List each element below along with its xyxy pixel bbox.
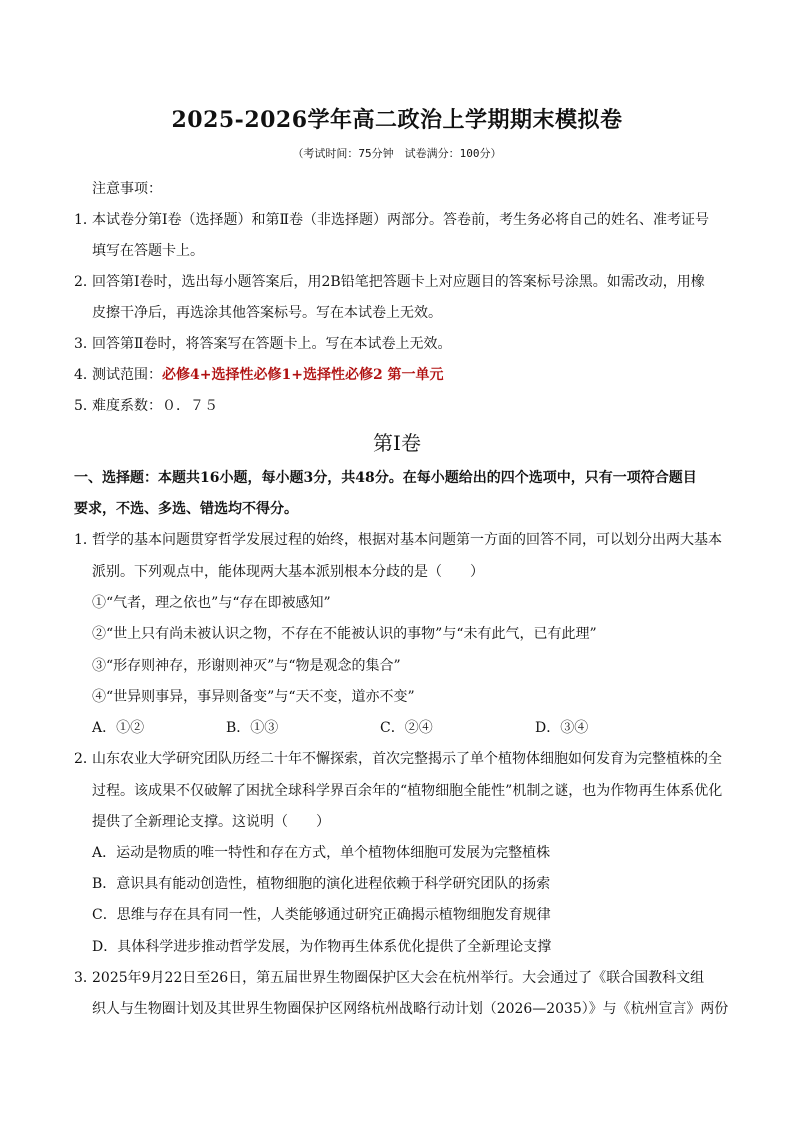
question-stem: 提供了全新理论支撑。这说明（ ） (92, 814, 330, 830)
question-stem: 织人与生物圈计划及其世界生物圈保护区网络杭州战略行动计划（2026—2035）》与《杭州宣言》两份 (92, 1001, 729, 1017)
statement-3: ③“形存则神存，形谢则神灭”与“物是观念的集合” (92, 658, 401, 674)
difficulty-text: 难度系数：０．７５ (92, 398, 218, 414)
statement-1: ①“气者，理之依也”与“存在即被感知” (92, 595, 331, 611)
notice-text: 填写在答题卡上。 (92, 243, 204, 259)
exam-info-subtitle: （考试时间：75分钟 试卷满分：100分） (292, 147, 502, 160)
notice-number-5: 5． (74, 398, 97, 414)
notice-text: 皮擦干净后，再选涂其他答案标号。写在本试卷上无效。 (92, 305, 442, 321)
notice-text: 本试卷分第Ⅰ卷（选择题）和第Ⅱ卷（非选择题）两部分。答卷前，考生务必将自己的姓名、准考证号 (92, 212, 710, 228)
question-number-2: 2． (74, 751, 97, 767)
notice-number-4: 4． (74, 367, 97, 383)
option-a[interactable]: A．①② (92, 720, 145, 736)
question-stem: 2025年9月22日至26日，第五届世界生物圈保护区大会在杭州举行。大会通过了《联合国教科文组 (92, 970, 705, 986)
statement-2: ②“世上只有尚未被认识之物，不存在不能被认识的事物”与“未有此气，已有此理” (92, 626, 597, 642)
page-title: 2025-2026学年高二政治上学期期末模拟卷 (171, 107, 623, 133)
question-stem: 山东农业大学研究团队历经二十年不懈探索，首次完整揭示了单个植物体细胞如何发育为完整植株的全 (92, 751, 722, 767)
section-instructions: 要求，不选、多选、错选均不得分。 (74, 501, 298, 517)
question-stem: 派别。下列观点中，能体现两大基本派别根本分歧的是（ ） (92, 564, 484, 580)
section-title: 第Ⅰ卷 (373, 431, 421, 455)
test-scope-line (92, 364, 444, 384)
option-d[interactable]: D．具体科学进步推动哲学发展，为作物再生体系优化提供了全新理论支撑 (92, 939, 552, 955)
statement-4: ④“世异则事异，事异则备变”与“天不变，道亦不变” (92, 689, 415, 705)
test-scope-label: 测试范围： (92, 367, 162, 383)
option-d[interactable]: D．③④ (535, 720, 589, 736)
notice-number-1: 1． (74, 212, 97, 228)
option-b[interactable]: B．①③ (226, 720, 279, 736)
option-a[interactable]: A．运动是物质的唯一特性和存在方式，单个植物体细胞可发展为完整植株 (92, 845, 551, 861)
notice-number-3: 3． (74, 336, 97, 352)
notice-number-2: 2． (74, 274, 97, 290)
section-instructions: 一、选择题：本题共16小题，每小题3分，共48分。在每小题给出的四个选项中，只有一项符合题目 (74, 470, 697, 486)
question-number-3: 3． (74, 970, 97, 986)
notice-text: 回答第Ⅰ卷时，选出每小题答案后，用2B铅笔把答题卡上对应题目的答案标号涂黑。如需改动，用橡 (92, 274, 705, 290)
notice-heading: 注意事项： (92, 181, 162, 197)
test-scope-value: 必修4+选择性必修1+选择性必修2 第一单元 (162, 367, 444, 383)
question-stem: 哲学的基本问题贯穿哲学发展过程的始终，根据对基本问题第一方面的回答不同，可以划分出两大基本 (92, 532, 722, 548)
question-number-1: 1． (74, 532, 97, 548)
option-c[interactable]: C．②④ (380, 720, 433, 736)
question-stem: 过程。该成果不仅破解了困扰全球科学界百余年的“植物细胞全能性”机制之谜，也为作物再生体系优化 (92, 783, 723, 799)
option-b[interactable]: B．意识具有能动创造性，植物细胞的演化进程依赖于科学研究团队的扬索 (92, 876, 551, 892)
option-c[interactable]: C．思维与存在具有同一性，人类能够通过研究正确揭示植物细胞发育规律 (92, 907, 551, 923)
notice-text: 回答第Ⅱ卷时，将答案写在答题卡上。写在本试卷上无效。 (92, 336, 452, 352)
